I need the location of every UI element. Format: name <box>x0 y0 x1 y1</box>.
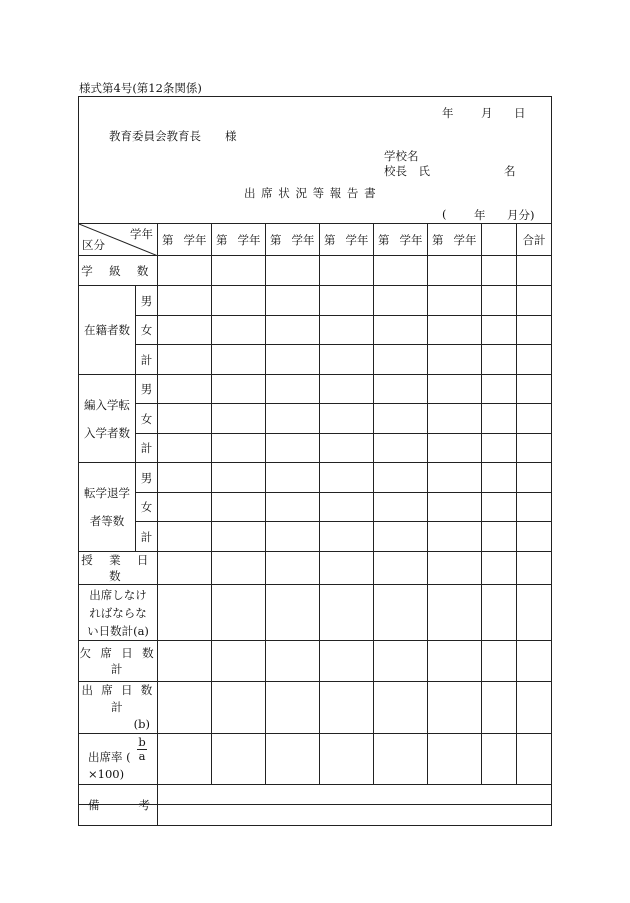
data-cell[interactable] <box>320 286 374 316</box>
row-label-line: い日数計(a) <box>87 623 149 638</box>
data-cell[interactable] <box>266 682 320 734</box>
data-cell[interactable] <box>266 316 320 345</box>
data-cell[interactable] <box>482 404 517 434</box>
row-label-line: 出席率 ( <box>88 750 131 764</box>
data-cell[interactable] <box>428 641 482 682</box>
data-cell[interactable] <box>517 404 552 434</box>
remarks-char-2: 考 <box>138 798 150 812</box>
data-cell[interactable] <box>482 641 517 682</box>
data-cell[interactable] <box>517 585 552 641</box>
data-cell[interactable] <box>517 493 552 522</box>
data-cell[interactable] <box>517 345 552 375</box>
attendance-table <box>78 223 552 826</box>
grade-suffix: 学年 <box>399 232 423 247</box>
data-cell[interactable] <box>374 493 428 522</box>
data-cell[interactable] <box>320 641 374 682</box>
grade-suffix: 学年 <box>291 232 315 247</box>
sub-label-subtotal: 計 <box>136 522 158 552</box>
grade-column-header <box>158 224 212 256</box>
data-cell[interactable] <box>158 734 212 785</box>
row-label-line: 出 席 日 数 計 <box>81 683 155 714</box>
data-cell[interactable] <box>428 522 482 552</box>
data-cell[interactable] <box>517 463 552 493</box>
data-cell[interactable] <box>212 256 266 286</box>
data-cell[interactable] <box>517 522 552 552</box>
addressee: 教育委員会教育長 <box>109 129 201 143</box>
data-cell[interactable] <box>320 316 374 345</box>
data-cell[interactable] <box>266 522 320 552</box>
sub-label-male: 男 <box>136 375 158 404</box>
data-cell[interactable] <box>517 734 552 785</box>
row-label-line: (b) <box>133 717 150 731</box>
data-cell[interactable] <box>517 434 552 463</box>
data-cell[interactable] <box>266 641 320 682</box>
data-cell[interactable] <box>517 256 552 286</box>
data-cell[interactable] <box>374 585 428 641</box>
remarks-field[interactable] <box>158 785 552 826</box>
sub-label-female: 女 <box>136 316 158 345</box>
corner-grade-label: 学年 <box>130 227 153 241</box>
data-cell[interactable] <box>374 434 428 463</box>
data-cell[interactable] <box>266 256 320 286</box>
data-cell[interactable] <box>158 682 212 734</box>
row-label-transfer-in <box>79 375 136 463</box>
data-cell[interactable] <box>482 434 517 463</box>
grade-suffix: 学年 <box>237 232 261 247</box>
data-cell[interactable] <box>374 286 428 316</box>
data-cell[interactable] <box>482 734 517 785</box>
data-cell[interactable] <box>158 404 212 434</box>
grade-column-header <box>320 224 374 256</box>
data-cell[interactable] <box>374 375 428 404</box>
row-label-line: ればならな <box>89 605 147 620</box>
data-cell[interactable] <box>266 734 320 785</box>
period-open: ( <box>442 207 447 221</box>
data-cell[interactable] <box>158 552 212 585</box>
sub-label-female: 女 <box>136 493 158 522</box>
rate-numerator: b <box>138 735 146 749</box>
data-cell[interactable] <box>374 522 428 552</box>
form-id: 様式第4号(第12条関係) <box>79 81 202 95</box>
data-cell[interactable] <box>428 345 482 375</box>
data-cell[interactable] <box>212 522 266 552</box>
data-cell[interactable] <box>374 734 428 785</box>
data-cell[interactable] <box>158 375 212 404</box>
data-cell[interactable] <box>482 682 517 734</box>
data-cell[interactable] <box>517 641 552 682</box>
grade-suffix: 学年 <box>183 232 207 247</box>
data-cell[interactable] <box>212 493 266 522</box>
data-cell[interactable] <box>428 493 482 522</box>
data-cell[interactable] <box>212 316 266 345</box>
grade-suffix: 学年 <box>345 232 369 247</box>
row-label-line: 入学者数 <box>84 425 130 440</box>
data-cell[interactable] <box>428 552 482 585</box>
data-cell[interactable] <box>266 286 320 316</box>
data-cell[interactable] <box>158 256 212 286</box>
sub-label-male: 男 <box>136 286 158 316</box>
data-cell[interactable] <box>428 463 482 493</box>
row-label-absence-days: 欠 席 日 数 計 <box>79 641 158 682</box>
row-label-remarks <box>79 785 158 826</box>
data-cell[interactable] <box>374 463 428 493</box>
data-cell[interactable] <box>158 286 212 316</box>
data-cell[interactable] <box>482 345 517 375</box>
data-cell[interactable] <box>212 734 266 785</box>
grade-column-header <box>266 224 320 256</box>
report-form <box>78 96 552 812</box>
grade-prefix: 第 <box>324 232 336 247</box>
data-cell[interactable] <box>266 404 320 434</box>
date-month-label: 月 <box>481 106 493 120</box>
data-cell[interactable] <box>517 552 552 585</box>
data-cell[interactable] <box>482 286 517 316</box>
data-cell[interactable] <box>428 734 482 785</box>
data-cell[interactable] <box>212 404 266 434</box>
row-label-transfer-out <box>79 463 136 552</box>
data-cell[interactable] <box>158 345 212 375</box>
data-cell[interactable] <box>374 404 428 434</box>
data-cell[interactable] <box>320 434 374 463</box>
grade-prefix: 第 <box>162 232 174 247</box>
data-cell[interactable] <box>428 404 482 434</box>
sub-label-subtotal: 計 <box>136 345 158 375</box>
data-cell[interactable] <box>320 375 374 404</box>
data-cell[interactable] <box>428 286 482 316</box>
data-cell[interactable] <box>428 375 482 404</box>
data-cell[interactable] <box>428 316 482 345</box>
grade-column-header <box>428 224 482 256</box>
data-cell[interactable] <box>517 682 552 734</box>
data-cell[interactable] <box>320 404 374 434</box>
school-name-label: 学校名 <box>384 149 419 163</box>
data-cell[interactable] <box>266 463 320 493</box>
rate-denominator: a <box>138 749 146 763</box>
data-cell[interactable] <box>212 375 266 404</box>
data-cell[interactable] <box>212 585 266 641</box>
data-cell[interactable] <box>266 375 320 404</box>
data-cell[interactable] <box>374 256 428 286</box>
data-cell[interactable] <box>212 286 266 316</box>
data-cell[interactable] <box>158 463 212 493</box>
data-cell[interactable] <box>428 434 482 463</box>
data-cell[interactable] <box>320 734 374 785</box>
data-cell[interactable] <box>482 463 517 493</box>
date-day-label: 日 <box>514 106 526 120</box>
grade-column-header <box>374 224 428 256</box>
data-cell[interactable] <box>158 585 212 641</box>
data-cell[interactable] <box>517 286 552 316</box>
data-cell[interactable] <box>212 434 266 463</box>
data-cell[interactable] <box>158 316 212 345</box>
row-label-enrolled: 在籍者数 <box>79 286 136 375</box>
row-label-line: 編入学転 <box>84 397 130 412</box>
corner-category-label: 区分 <box>82 238 105 252</box>
grade-prefix: 第 <box>216 232 228 247</box>
sub-label-subtotal: 計 <box>136 434 158 463</box>
data-cell[interactable] <box>320 585 374 641</box>
data-cell[interactable] <box>482 256 517 286</box>
data-cell[interactable] <box>374 641 428 682</box>
row-label-attendance-days <box>79 682 158 734</box>
row-label-required-days <box>79 585 158 641</box>
grade-prefix: 第 <box>378 232 390 247</box>
data-cell[interactable] <box>482 552 517 585</box>
data-cell[interactable] <box>482 522 517 552</box>
period-month-label: 月分) <box>507 208 535 222</box>
sub-label-male: 男 <box>136 463 158 493</box>
row-label-attendance-rate <box>79 734 158 785</box>
data-cell[interactable] <box>266 434 320 463</box>
grade-prefix: 第 <box>432 232 444 247</box>
date-year-label: 年 <box>442 106 454 120</box>
period-year-label: 年 <box>474 208 486 222</box>
data-cell[interactable] <box>320 682 374 734</box>
data-cell[interactable] <box>212 345 266 375</box>
data-cell[interactable] <box>320 256 374 286</box>
data-cell[interactable] <box>320 522 374 552</box>
data-cell[interactable] <box>212 552 266 585</box>
data-cell[interactable] <box>266 345 320 375</box>
data-cell[interactable] <box>428 256 482 286</box>
principal-label: 校長 氏 <box>384 164 430 178</box>
report-title: 出 席 状 況 等 報 告 書 <box>244 186 377 200</box>
row-label-line: 出席しなけ <box>89 587 147 602</box>
data-cell[interactable] <box>320 345 374 375</box>
blank-column-header <box>482 224 517 256</box>
row-label-line: ×100) <box>88 767 125 781</box>
row-label-school-days: 授 業 日 数 <box>79 552 158 585</box>
data-cell[interactable] <box>374 345 428 375</box>
data-cell[interactable] <box>266 585 320 641</box>
data-cell[interactable] <box>320 463 374 493</box>
data-cell[interactable] <box>158 493 212 522</box>
data-cell[interactable] <box>428 682 482 734</box>
addressee-honorific: 様 <box>225 129 237 143</box>
remarks-char-1: 備 <box>88 798 100 812</box>
data-cell[interactable] <box>158 641 212 682</box>
rate-fraction <box>137 736 147 763</box>
row-label-line: 者等数 <box>89 514 125 528</box>
data-cell[interactable] <box>517 375 552 404</box>
grade-suffix: 学年 <box>453 232 477 247</box>
data-cell[interactable] <box>482 316 517 345</box>
data-cell[interactable] <box>517 316 552 345</box>
data-cell[interactable] <box>428 585 482 641</box>
data-cell[interactable] <box>482 585 517 641</box>
data-cell[interactable] <box>482 493 517 522</box>
data-cell[interactable] <box>158 434 212 463</box>
data-cell[interactable] <box>374 552 428 585</box>
row-label-line: 転学退学 <box>84 486 130 500</box>
data-cell[interactable] <box>374 682 428 734</box>
principal-name-suffix: 名 <box>504 164 516 178</box>
grade-prefix: 第 <box>270 232 282 247</box>
corner-header <box>79 224 158 256</box>
data-cell[interactable] <box>482 375 517 404</box>
data-cell[interactable] <box>320 493 374 522</box>
grade-column-header <box>212 224 266 256</box>
total-column-header: 合計 <box>517 224 552 256</box>
data-cell[interactable] <box>158 522 212 552</box>
data-cell[interactable] <box>212 463 266 493</box>
data-cell[interactable] <box>212 641 266 682</box>
data-cell[interactable] <box>266 493 320 522</box>
data-cell[interactable] <box>266 552 320 585</box>
sub-label-female: 女 <box>136 404 158 434</box>
data-cell[interactable] <box>320 552 374 585</box>
data-cell[interactable] <box>212 682 266 734</box>
row-label-class-count: 学 級 数 <box>79 256 158 286</box>
data-cell[interactable] <box>374 316 428 345</box>
